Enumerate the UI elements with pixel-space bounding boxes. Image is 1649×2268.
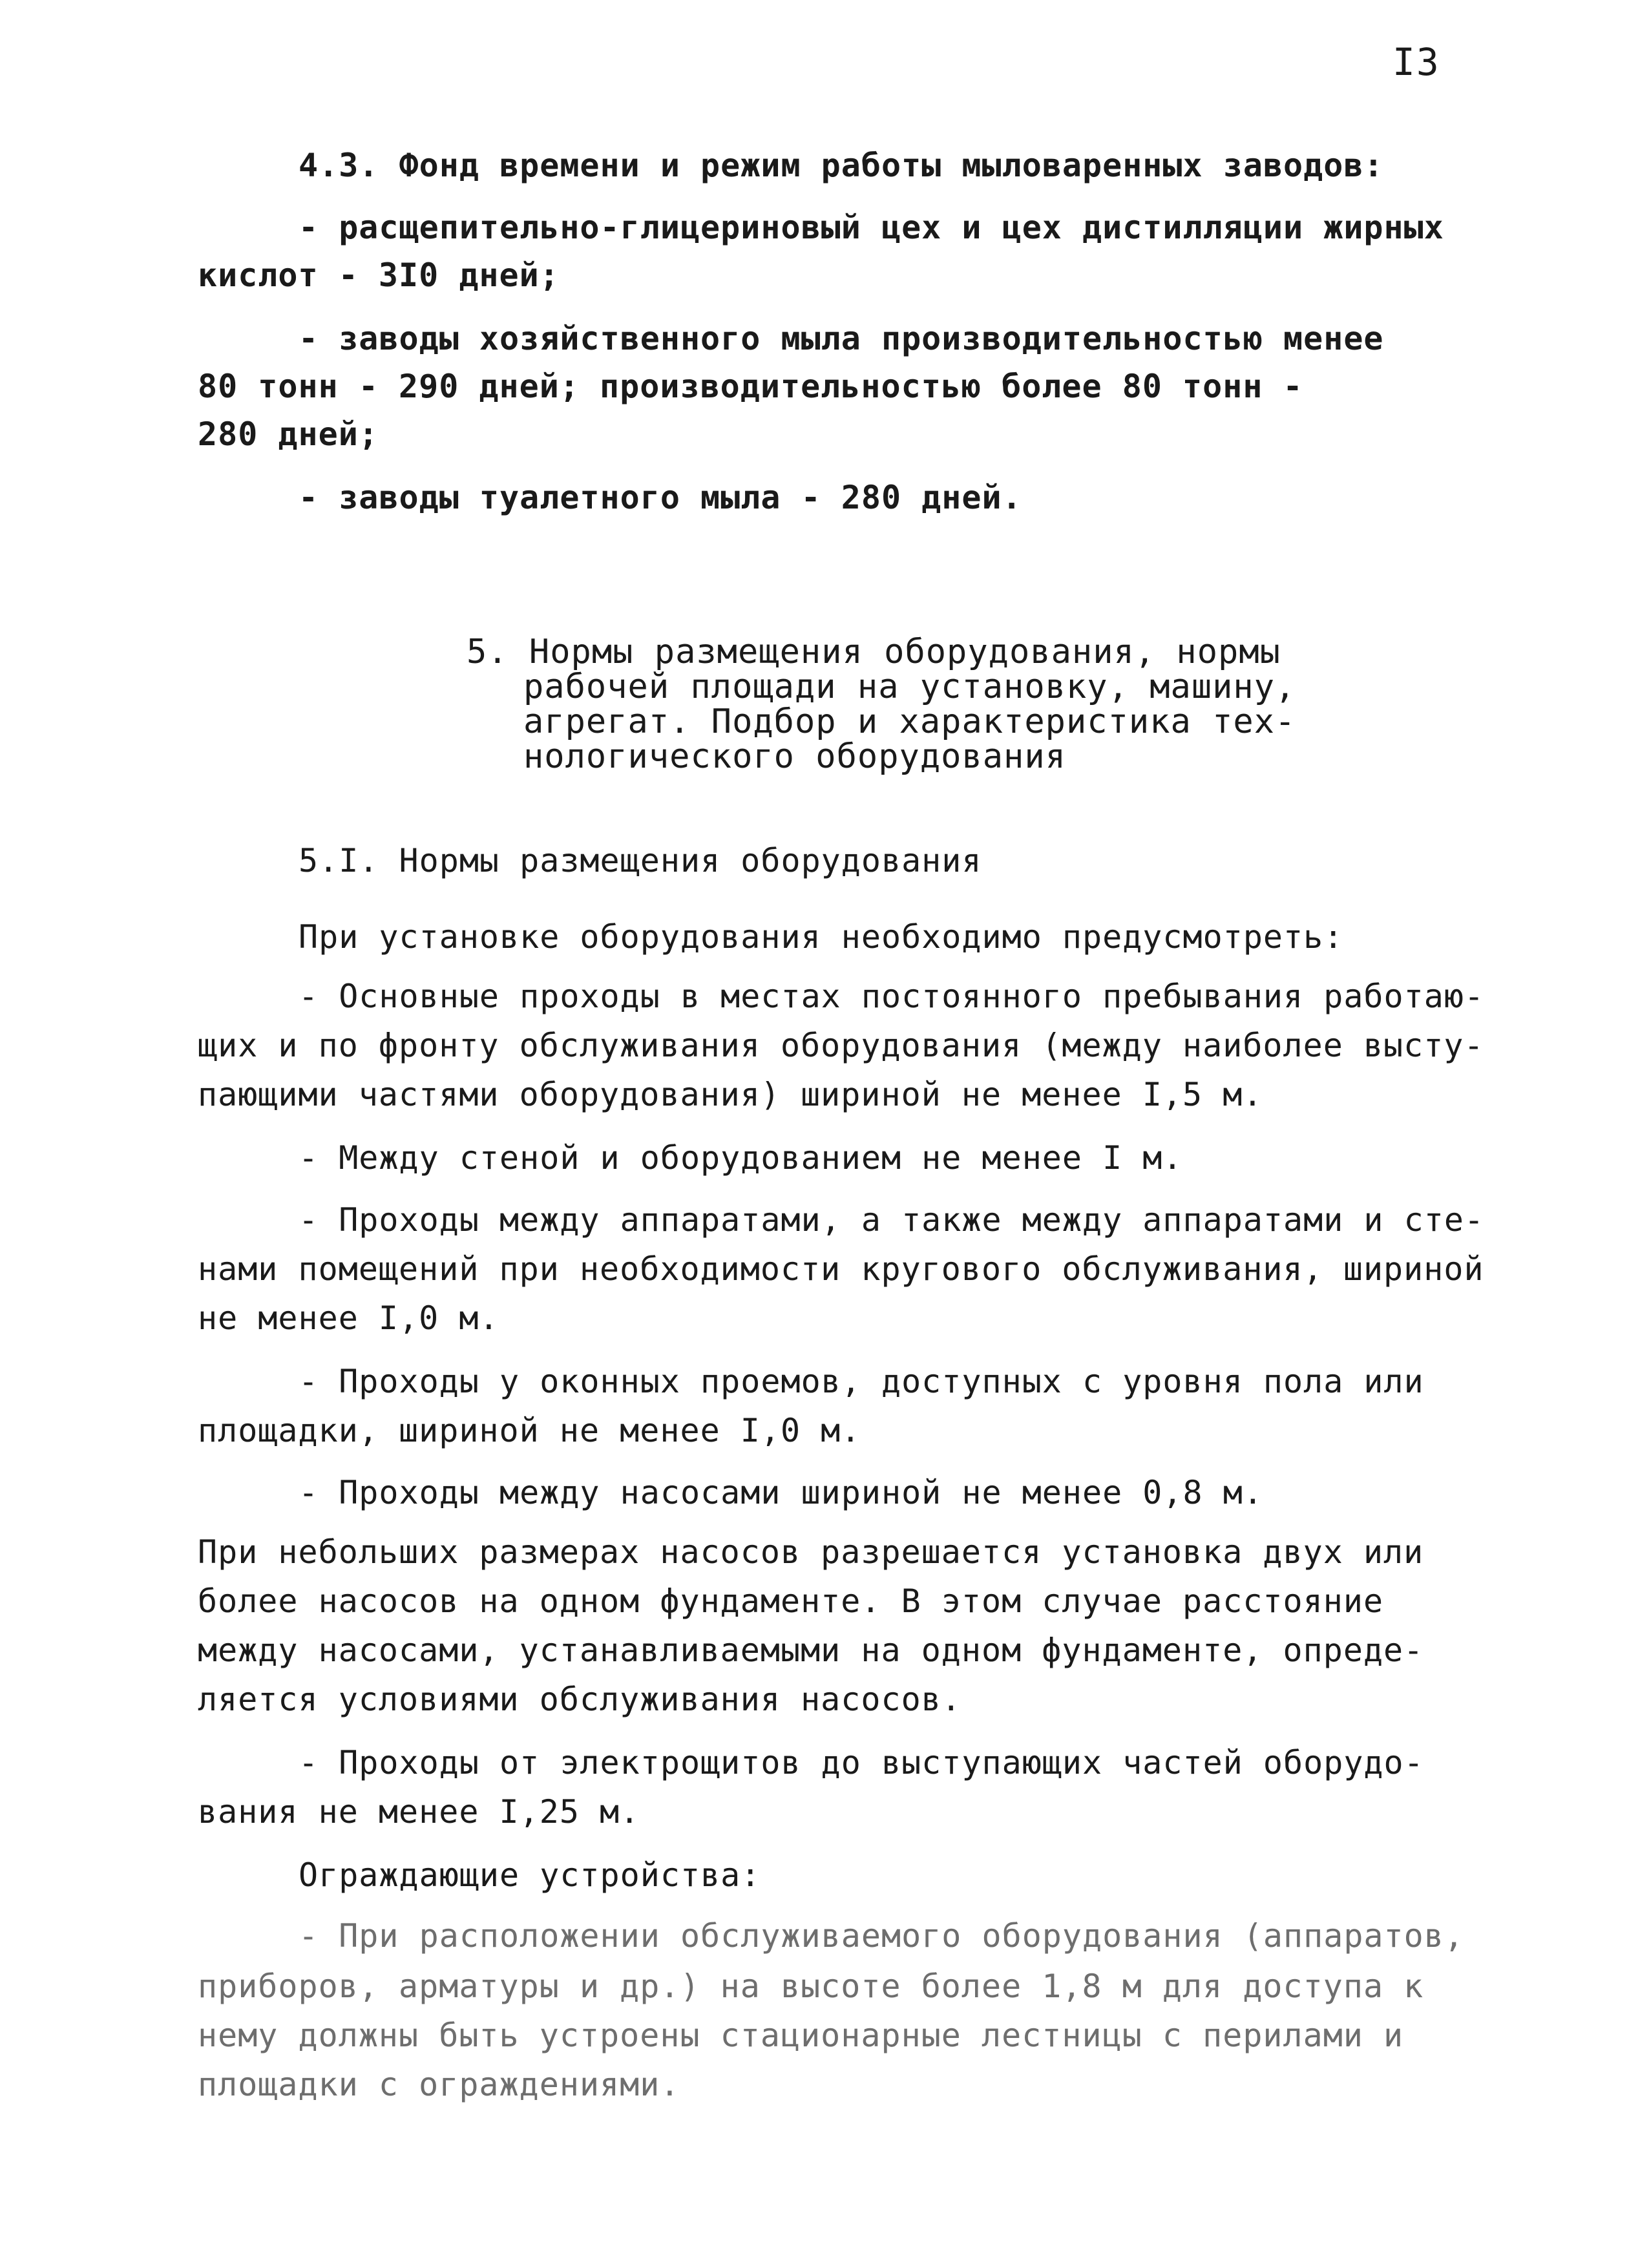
paragraph-line: между насосами, устанавливаемыми на одном фундаменте, опреде- [198,1632,1424,1669]
paragraph-line: - Между стеной и оборудованием не менее I м. [299,1139,1183,1177]
section-4-3-title: 4.3. Фонд времени и режим работы мыловаренных заводов: [299,147,1384,184]
paragraph-line: площадки с ограждениями. [198,2066,680,2103]
paragraph-line: - расщепительно-глицериновый цех и цех дистилляции жирных [299,209,1444,246]
paragraph-line: приборов, арматуры и др.) на высоте более 1,8 м для доступа к [198,1968,1424,2005]
paragraph-line: ляется условиями обслуживания насосов. [198,1681,961,1718]
paragraph-line: - заводы хозяйственного мыла производительностью менее [299,320,1384,357]
section-5-heading-line: рабочей площади на установку, машину, [523,667,1296,706]
paragraph-line: щих и по фронту обслуживания оборудования (между наиболее высту- [198,1027,1484,1064]
paragraph-line: - Проходы между аппаратами, а также между аппаратами и сте- [299,1201,1485,1239]
paragraph-line: кислот - 3I0 дней; [198,257,560,294]
page-number: I3 [1392,40,1440,84]
section-5-heading-line: 5. Нормы размещения оборудования, нормы [467,633,1281,671]
paragraph-line: более насосов на одном фундаменте. В этом случае расстояние [198,1582,1384,1620]
paragraph-line: площадки, шириной не менее I,0 м. [198,1412,861,1449]
paragraph-line: - При расположении обслуживаемого оборудования (аппаратов, [299,1917,1464,1955]
paragraph-line: 280 дней; [198,415,379,453]
paragraph-line: вания не менее I,25 м. [198,1793,640,1831]
paragraph-line: - Проходы между насосами шириной не менее 0,8 м. [299,1474,1263,1511]
paragraph-line: - Проходы от электрощитов до выступающих частей оборудо- [299,1744,1424,1781]
section-5-1-intro: При установке оборудования необходимо предусмотреть: [299,918,1344,956]
paragraph-line: не менее I,0 м. [198,1299,499,1337]
paragraph-line: пающими частями оборудования) шириной не менее I,5 м. [198,1076,1263,1113]
paragraph-line: - Основные проходы в местах постоянного пребывания работаю- [299,978,1485,1015]
paragraph-line: При небольших размерах насосов разрешается установка двух или [198,1533,1424,1571]
section-5-heading-line: нологического оборудования [523,737,1066,776]
section-5-1-title: 5.I. Нормы размещения оборудования [299,842,982,879]
paragraph-line: Ограждающие устройства: [299,1856,761,1894]
paragraph-line: 80 тонн - 290 дней; производительностью более 80 тонн - [198,368,1303,405]
paragraph-line: - Проходы у оконных проемов, доступных с уровня пола или [299,1363,1424,1400]
paragraph-line: нами помещений при необходимости кругового обслуживания, шириной [198,1250,1484,1288]
section-5-heading-line: агрегат. Подбор и характеристика тех- [523,702,1296,741]
paragraph-line: - заводы туалетного мыла - 280 дней. [299,479,1022,516]
paragraph-line: нему должны быть устроены стационарные лестницы с перилами и [198,2017,1404,2054]
